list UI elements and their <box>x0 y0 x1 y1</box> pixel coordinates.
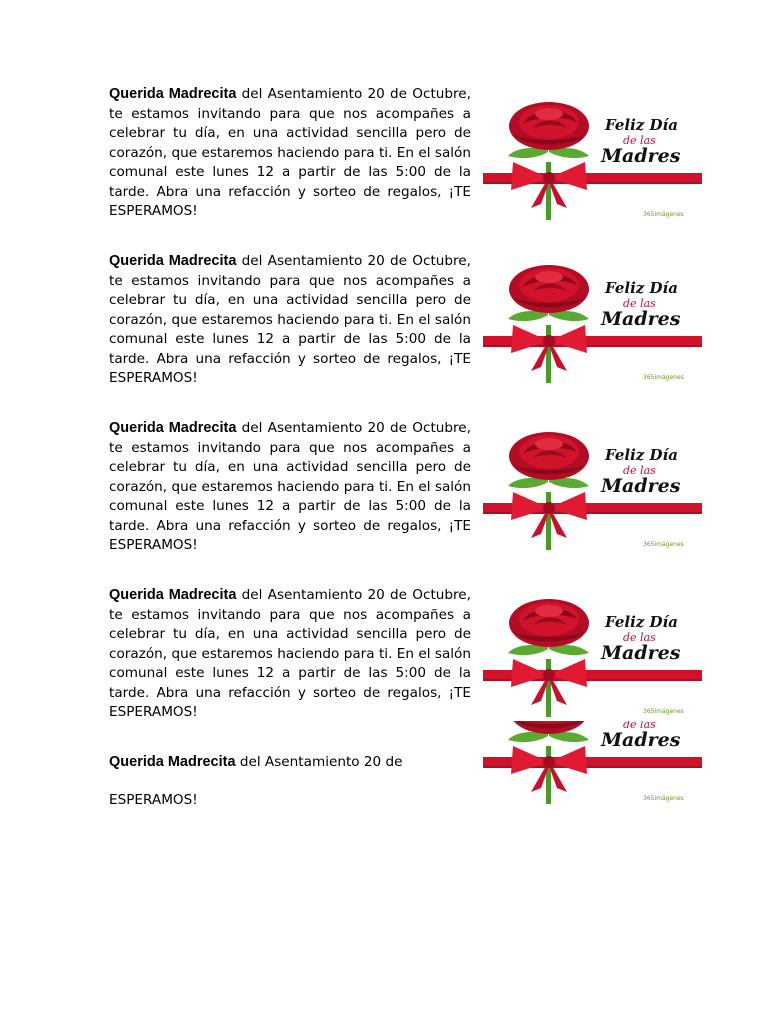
rose-card-graphic <box>483 90 702 224</box>
invitation-heading: Querida Madrecita <box>109 754 236 770</box>
rose-card-graphic <box>483 721 702 808</box>
invitation-heading: Querida Madrecita <box>109 420 237 436</box>
invitation-heading: Querida Madrecita <box>109 587 237 603</box>
card-title-line2: de las <box>623 134 656 147</box>
card-title-line3: Madres <box>601 475 681 497</box>
invitation-paragraph-1 <box>109 85 471 222</box>
card-brand-logo: 365imágenes <box>643 211 684 218</box>
rose-card-graphic <box>483 420 702 554</box>
invitation-partial-body: del Asentamiento 20 de <box>235 754 403 770</box>
invitation-paragraph-2 <box>109 252 471 389</box>
card-title-line1: Feliz Día <box>605 446 678 464</box>
card-brand-logo: 365imágenes <box>643 541 684 548</box>
invitation-paragraph-4 <box>109 586 471 723</box>
card-brand-logo: 365imágenes <box>643 795 684 802</box>
invitation-body: del Asentamiento 20 de Octubre, te estamos invitando para que nos acompañes a celebrar tu día, en una actividad sencilla pero de corazón, que estaremos haciendo para ti. En el salón comunal este lunes 12 a partir de las 5:00 de la tarde. Abra una refacción y sorteo de regalos, ¡TE ESPERAMOS! <box>109 253 471 386</box>
invitation-body: del Asentamiento 20 de Octubre, te estamos invitando para que nos acompañes a celebrar tu día, en una actividad sencilla pero de corazón, que estaremos haciendo para ti. En el salón comunal este lunes 12 a partir de las 5:00 de la tarde. Abra una refacción y sorteo de regalos, ¡TE ESPERAMOS! <box>109 587 471 720</box>
card-title-line1: Feliz Día <box>605 279 678 297</box>
card-title-line2: de las <box>623 631 656 644</box>
invitation-paragraph-5-partial <box>109 753 471 773</box>
card-title-line3: Madres <box>601 729 681 751</box>
rose-card-graphic <box>483 587 702 721</box>
invitation-partial-tail: ESPERAMOS! <box>109 792 198 808</box>
invitation-body: del Asentamiento 20 de Octubre, te estamos invitando para que nos acompañes a celebrar tu día, en una actividad sencilla pero de corazón, que estaremos haciendo para ti. En el salón comunal este lunes 12 a partir de las 5:00 de la tarde. Abra una refacción y sorteo de regalos, ¡TE ESPERAMOS! <box>109 86 471 219</box>
card-title-line3: Madres <box>601 145 681 167</box>
feliz-dia-madres-card-1 <box>483 90 702 224</box>
card-title-line2: de las <box>623 721 656 731</box>
invitation-heading: Querida Madrecita <box>109 253 237 269</box>
card-brand-logo: 365imágenes <box>643 708 684 715</box>
feliz-dia-madres-card-3 <box>483 420 702 554</box>
card-title-line2: de las <box>623 297 656 310</box>
invitation-paragraph-3 <box>109 419 471 556</box>
invitation-heading: Querida Madrecita <box>109 86 237 102</box>
invitation-body: del Asentamiento 20 de Octubre, te estamos invitando para que nos acompañes a celebrar tu día, en una actividad sencilla pero de corazón, que estaremos haciendo para ti. En el salón comunal este lunes 12 a partir de las 5:00 de la tarde. Abra una refacción y sorteo de regalos, ¡TE ESPERAMOS! <box>109 420 471 553</box>
card-title-line3: Madres <box>601 642 681 664</box>
card-title-line1: Feliz Día <box>605 613 678 631</box>
card-title-line3: Madres <box>601 308 681 330</box>
card-brand-logo: 365imágenes <box>643 374 684 381</box>
feliz-dia-madres-card-4 <box>483 587 702 721</box>
card-title-line1: Feliz Día <box>605 116 678 134</box>
feliz-dia-madres-card-2 <box>483 253 702 387</box>
feliz-dia-madres-card-5-cropped <box>483 721 702 808</box>
card-title-line2: de las <box>623 464 656 477</box>
rose-card-graphic <box>483 253 702 387</box>
